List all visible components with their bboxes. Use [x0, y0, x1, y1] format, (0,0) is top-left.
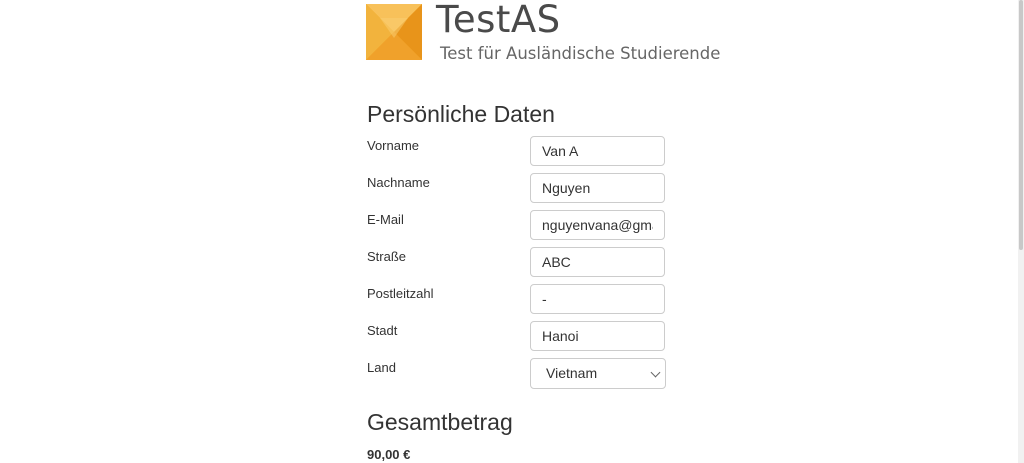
- email-label: E-Mail: [367, 212, 404, 227]
- postal-code-label: Postleitzahl: [367, 286, 434, 301]
- street-field[interactable]: [530, 247, 665, 277]
- first-name-label: Vorname: [367, 138, 420, 153]
- brand-title: TestAS: [436, 0, 561, 41]
- country-select[interactable]: [530, 358, 666, 389]
- scrollbar-thumb[interactable]: [1019, 0, 1023, 250]
- city-label: Stadt: [367, 323, 398, 338]
- street-label: Straße: [367, 249, 407, 264]
- last-name-field[interactable]: [530, 173, 665, 203]
- country-select-value: Vietnam: [546, 365, 598, 381]
- brand-subtitle: Test für Ausländische Studierende: [440, 44, 721, 63]
- first-name-field[interactable]: [530, 136, 665, 166]
- testas-logo: [366, 4, 422, 60]
- total-heading: Gesamtbetrag: [367, 409, 513, 435]
- city-field[interactable]: [530, 321, 665, 351]
- country-label: Land: [367, 360, 396, 375]
- page-scrollbar[interactable]: [1018, 0, 1024, 463]
- last-name-label: Nachname: [367, 175, 430, 190]
- chevron-down-icon: [651, 368, 661, 378]
- total-amount: 90,00 €: [367, 447, 411, 462]
- postal-code-field[interactable]: [530, 284, 665, 314]
- personal-data-heading: Persönliche Daten: [367, 101, 555, 127]
- email-field[interactable]: [530, 210, 665, 240]
